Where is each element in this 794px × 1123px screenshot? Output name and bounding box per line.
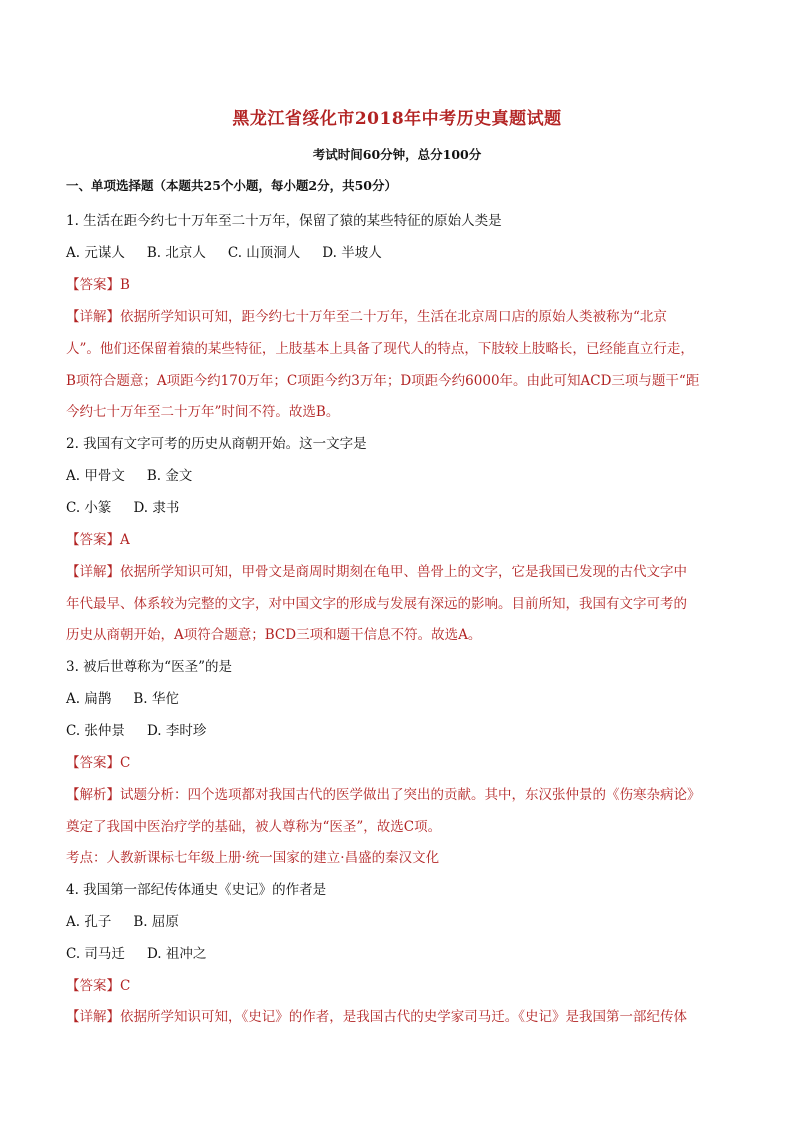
question-3-explanation-line <box>66 783 701 803</box>
question-3-stem: 3. 被后世尊称为“医圣”的是 <box>66 659 232 675</box>
question-1-explanation-line: 人”。他们还保留着猿的某些特征，上肢基本上具备了现代人的特点，下肢较上肢略长，已经能直立行走， <box>66 341 694 357</box>
option-a: A. 元谋人 <box>66 245 125 261</box>
question-4-options <box>66 942 228 962</box>
option-d: D. 祖冲之 <box>146 946 207 962</box>
question-3-answer: 【答案】C <box>66 755 131 771</box>
question-1-explanation-line <box>66 305 667 325</box>
question-1-stem: 1. 生活在距今约七十万年至二十万年，保留了猿的某些特征的原始人类是 <box>66 213 502 229</box>
option-d: D. 半坡人 <box>322 245 382 261</box>
question-4-answer: 【答案】C <box>66 978 131 994</box>
question-2-options <box>66 464 214 484</box>
option-c: C. 山顶洞人 <box>227 245 301 261</box>
option-c: C. 张仲景 <box>66 723 125 739</box>
section-heading: 一、单项选择题（本题共25个小题，每小题2分，共50分） <box>66 178 397 193</box>
document-title: 黑龙江省绥化市2018年中考历史真题试题 <box>232 109 562 129</box>
question-2-options <box>66 496 201 516</box>
explanation-text: 试题分析：四个选项都对我国古代的医学做出了突出的贡献。其中，东汉张仲景的《伤寒杂病论》 <box>120 787 701 803</box>
question-2-answer: 【答案】A <box>66 532 130 548</box>
question-3-explanation-line: 奠定了我国中医治疗学的基础，被人尊称为“医圣”，故选C项。 <box>66 819 442 835</box>
option-a: A. 甲骨文 <box>66 468 125 484</box>
option-b: B. 屈原 <box>133 914 179 930</box>
option-b: B. 华佗 <box>133 691 179 707</box>
question-1-explanation-line: 今约七十万年至二十万年”时间不符。故选B。 <box>66 404 340 420</box>
question-2-explanation-line: 历史从商朝开始，A项符合题意；BCD三项和题干信息不符。故选A。 <box>66 627 482 643</box>
question-2-explanation-line <box>66 560 687 580</box>
explanation-text: 依据所学知识可知，《史记》的作者，是我国古代的史学家司马迁。《史记》是我国第一部纪传体 <box>120 1009 687 1025</box>
question-4-explanation-line <box>66 1005 687 1025</box>
option-d: D. 李时珍 <box>146 723 207 739</box>
question-1-options <box>66 241 404 261</box>
option-a: A. 扁鹊 <box>66 691 112 707</box>
option-c: C. 司马迁 <box>66 946 125 962</box>
explanation-label: 【详解】 <box>66 1009 120 1025</box>
option-c: C. 小篆 <box>66 500 112 516</box>
question-3-options <box>66 687 201 707</box>
option-b: B. 金文 <box>146 468 193 484</box>
explanation-text: 依据所学知识可知，甲骨文是商周时期刻在龟甲、兽骨上的文字，它是我国已发现的古代文字中 <box>120 564 687 580</box>
question-4-stem: 4. 我国第一部纪传体通史《史记》的作者是 <box>66 882 327 898</box>
question-4-options <box>66 910 201 930</box>
exam-info: 考试时间60分钟，总分100分 <box>312 147 482 162</box>
option-a: A. 孔子 <box>66 914 112 930</box>
question-2-stem: 2. 我国有文字可考的历史从商朝开始。这一文字是 <box>66 436 367 452</box>
option-b: B. 北京人 <box>146 245 206 261</box>
question-1-answer: 【答案】B <box>66 277 130 293</box>
question-1-explanation-line: B项符合题意；A项距今约170万年；C项距今约3万年；D项距今约6000年。由此可知ACD三项与题干“距 <box>66 373 700 389</box>
question-3-options <box>66 719 228 739</box>
explanation-text: 依据所学知识可知，距今约七十万年至二十万年，生活在北京周口店的原始人类被称为“北京 <box>120 309 667 325</box>
explanation-label: 【详解】 <box>66 309 120 325</box>
option-d: D. 隶书 <box>133 500 180 516</box>
explanation-label: 【解析】 <box>66 787 120 803</box>
question-3-note: 考点：人教新课标七年级上册·统一国家的建立·昌盛的秦汉文化 <box>66 850 440 866</box>
explanation-label: 【详解】 <box>66 564 120 580</box>
question-2-explanation-line: 年代最早、体系较为完整的文字，对中国文字的形成与发展有深远的影响。目前所知，我国有文字可考的 <box>66 596 687 612</box>
